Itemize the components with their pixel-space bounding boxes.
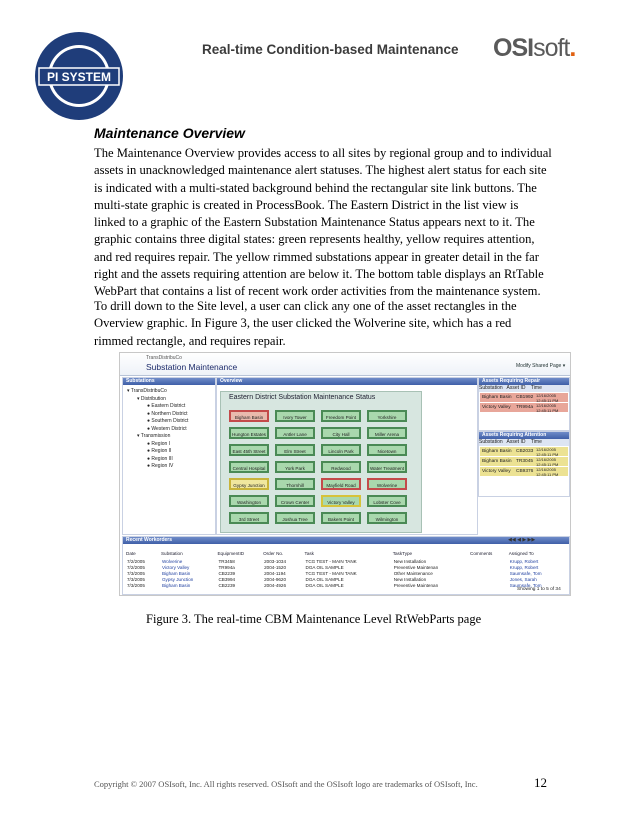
- site-button[interactable]: Mayfield Road: [321, 478, 361, 490]
- repair-table-header: [479, 385, 569, 392]
- paragraph-2: To drill down to the Site level, a user can click any one of the asset rectangles in the Overview graphic. In Figure 3, the user clicked the Wolverine site, which has a red rimmed rectangle, and requires repair.: [94, 299, 517, 348]
- table-cell: CB3994: [218, 576, 236, 582]
- table-cell[interactable]: Saumsafe, Tom: [509, 570, 542, 576]
- page-title: Substation Maintenance: [146, 362, 238, 372]
- table-cell: CB2239: [218, 570, 236, 576]
- tree-node[interactable]: ▾ Transmission: [137, 433, 171, 439]
- tree-node[interactable]: ● Region III: [147, 455, 173, 462]
- table-cell[interactable]: Bigham Basin: [161, 582, 191, 588]
- column-header[interactable]: EquipmentID: [217, 551, 245, 556]
- site-button[interactable]: Joshua Tree: [275, 512, 315, 524]
- site-button[interactable]: Wilmington: [367, 512, 407, 524]
- brand-soft: soft: [533, 34, 570, 62]
- tree-node[interactable]: ● Western District: [147, 425, 187, 432]
- tree-node[interactable]: ▾ TransDistribuCo: [127, 388, 167, 394]
- row-substation: Bigham Basin: [482, 459, 512, 464]
- site-button[interactable]: Freedom Point: [321, 410, 361, 422]
- table-cell: DGA OIL SAMPLE: [305, 576, 344, 582]
- site-button[interactable]: Bigham Basin: [229, 410, 269, 422]
- asset-row[interactable]: [480, 467, 568, 476]
- table-cell: TR994a: [218, 564, 235, 570]
- site-button[interactable]: Water Treatment: [367, 461, 407, 473]
- attention-panel-title: Assets Requiring Attention: [479, 432, 569, 439]
- table-cell[interactable]: Jones, Sarah: [509, 576, 537, 582]
- attention-table-header: [479, 439, 569, 446]
- figure-caption: Figure 3. The real-time CBM Maintenance Level RtWebParts page: [146, 612, 482, 626]
- table-cell[interactable]: Krupp, Robert: [509, 558, 539, 564]
- row-time: 12/16/2005 12:45:11 PM: [536, 467, 559, 477]
- table-cell: TCG TEST - MAIN TANK: [305, 570, 357, 576]
- table-cell: 7/2/2005: [127, 564, 145, 570]
- row-substation: Bigham Basin: [482, 395, 512, 400]
- pager-buttons[interactable]: ◀◀ ◀ ▶ ▶▶: [508, 537, 536, 543]
- asset-row[interactable]: [480, 393, 568, 402]
- footer-copyright: Copyright © 2007 OSIsoft, Inc. All rights reserved. OSIsoft and the OSIsoft logo are trademarks of OSIsoft, Inc.: [94, 779, 478, 789]
- site-button[interactable]: Redwood: [321, 461, 361, 473]
- header-title: Real-time Condition-based Maintenance: [202, 42, 459, 57]
- site-button[interactable]: Nicetown: [367, 444, 407, 456]
- overview-panel-title: Overview: [217, 378, 477, 385]
- sharepoint-header: [120, 353, 570, 376]
- table-cell[interactable]: Krupp, Robert: [509, 564, 539, 570]
- row-time: 12/16/2005 12:45:11 PM: [536, 403, 559, 413]
- table-cell: TR3458: [218, 558, 235, 564]
- col-time[interactable]: Time: [530, 439, 542, 445]
- table-cell: New Installation: [393, 576, 427, 582]
- substations-panel: [122, 377, 216, 535]
- column-header[interactable]: Assigned To: [508, 551, 534, 556]
- tree-node[interactable]: ● Region IV: [147, 463, 174, 469]
- overview-graphic-title: Eastern District Substation Maintenance Status: [229, 394, 376, 401]
- table-cell: DGA OIL SAMPLE: [305, 564, 344, 570]
- site-button[interactable]: Lincoln Park: [321, 444, 361, 456]
- brand-dot: .: [569, 34, 576, 62]
- tree-node[interactable]: ● Eastern District: [147, 403, 186, 409]
- column-header[interactable]: Date: [126, 551, 136, 556]
- site-button[interactable]: Antler Lane: [275, 427, 315, 439]
- row-asset-id: CB2033: [516, 449, 534, 454]
- table-cell[interactable]: Wolverine: [161, 558, 183, 564]
- site-button[interactable]: Washington: [229, 495, 269, 507]
- site-button[interactable]: Gypsy Junction: [229, 478, 269, 490]
- table-cell: 7/3/2005: [127, 576, 145, 582]
- table-cell: Preventive Maintenan: [393, 582, 439, 588]
- tree-node[interactable]: ● Northern District: [147, 410, 188, 417]
- row-substation: Victory Valley: [482, 405, 511, 410]
- row-asset-id: CB9376: [516, 469, 534, 474]
- row-time: 12/16/2005 12:45:11 PM: [536, 457, 559, 467]
- table-cell: 2004-1194: [264, 570, 286, 576]
- row-asset-id: TR3045: [516, 459, 534, 464]
- overview-panel: [216, 377, 478, 535]
- table-cell[interactable]: Gypsy Junction: [161, 576, 194, 582]
- site-button[interactable]: Crown Center: [275, 495, 315, 507]
- site-button[interactable]: East 45th Street: [229, 444, 269, 456]
- site-button[interactable]: Victory Valley: [321, 495, 361, 507]
- site-button[interactable]: Thornhill: [275, 478, 315, 490]
- col-substation[interactable]: Substation: [479, 439, 503, 445]
- column-header[interactable]: Substation: [160, 551, 183, 556]
- table-cell: 2004-4926: [264, 582, 287, 588]
- row-asset-id: CB1992: [516, 395, 534, 400]
- site-button[interactable]: 3rd Street: [229, 512, 269, 524]
- table-cell: Preventive Maintenan: [393, 564, 439, 570]
- table-cell[interactable]: Victory Valley: [161, 564, 190, 570]
- site-button[interactable]: Yorkshire: [367, 410, 407, 422]
- row-time: 12/16/2005 12:45:11 PM: [536, 447, 559, 457]
- table-cell: 7/2/2005: [127, 558, 145, 564]
- asset-row[interactable]: [480, 447, 568, 456]
- asset-row[interactable]: [480, 457, 568, 466]
- column-header[interactable]: Task: [304, 551, 314, 556]
- col-asset-id[interactable]: Asset ID: [506, 439, 526, 445]
- row-time: 12/16/2005 12:45:11 PM: [536, 393, 559, 403]
- table-cell: 2004-1520: [264, 564, 287, 570]
- site-button[interactable]: Ivory Tower: [275, 410, 315, 422]
- table-row[interactable]: [125, 582, 565, 588]
- asset-row[interactable]: [480, 403, 568, 412]
- site-button[interactable]: Wolverine: [367, 478, 407, 490]
- page-number: 12: [534, 775, 547, 790]
- tree-node[interactable]: ● Southern District: [147, 418, 189, 424]
- tree-node[interactable]: ▾ Distribution: [137, 395, 166, 402]
- table-cell: 2004-9620: [264, 576, 287, 582]
- site-button[interactable]: Bakers Point: [321, 512, 361, 524]
- pi-system-logo: [33, 30, 125, 122]
- table-cell[interactable]: Bigham Basin: [161, 570, 191, 576]
- column-header[interactable]: TaskType: [392, 551, 413, 556]
- workorders-panel: [122, 536, 570, 595]
- site-name[interactable]: TransDistribuCo: [146, 355, 182, 361]
- workorders-header-row: [125, 549, 565, 558]
- brand-osi: OSI: [493, 34, 534, 62]
- repair-panel-title: Assets Requiring Repair: [479, 378, 569, 385]
- col-substation[interactable]: Substation: [479, 385, 503, 391]
- col-time[interactable]: Time: [530, 385, 542, 391]
- column-header[interactable]: Order No.: [263, 551, 284, 556]
- table-cell: Other Maintenance: [393, 570, 433, 576]
- site-button[interactable]: City Hall: [321, 427, 361, 439]
- substations-panel-title: Substations: [123, 378, 215, 385]
- table-cell: New Installation: [393, 558, 427, 564]
- workorders-table: [125, 549, 565, 588]
- tree-node[interactable]: ● Region I: [147, 440, 171, 447]
- table-cell: TCG TEST - MAIN TANK: [305, 558, 357, 564]
- row-substation: Bigham Basin: [482, 449, 512, 454]
- workorders-panel-title: Recent Workorders: [123, 537, 569, 544]
- figure-screenshot: [119, 352, 571, 596]
- table-cell: 7/3/2005: [127, 582, 145, 588]
- col-asset-id[interactable]: Asset ID: [506, 385, 526, 391]
- site-button[interactable]: Hungton Estates: [229, 427, 269, 439]
- site-button[interactable]: Central Hospital: [229, 461, 269, 473]
- table-cell: 7/3/2005: [127, 570, 145, 576]
- site-button[interactable]: York Park: [275, 461, 315, 473]
- table-cell[interactable]: Saumsafe, Tom: [509, 582, 542, 588]
- svg-text:PI SYSTEM: PI SYSTEM: [46, 70, 112, 84]
- repair-panel: [478, 377, 570, 431]
- column-header[interactable]: Comments: [470, 551, 493, 556]
- row-count: Showing 1 to 5 of 34: [517, 587, 561, 592]
- row-asset-id: TR994a: [516, 405, 534, 410]
- section-title: Maintenance Overview: [94, 125, 245, 141]
- table-cell: CB2239: [218, 582, 236, 588]
- attention-panel: [478, 431, 570, 497]
- table-cell: [469, 582, 508, 588]
- site-button[interactable]: Miller Arena: [367, 427, 407, 439]
- paragraph-1: The Maintenance Overview provides access to all sites by regional group and to individual assets in unacknowledged maintenance alert statuses. The highest alert status for each site is indicated with a multi-stated background behind the rectangular site link buttons. The multi-state graphic is created in ProcessBook. The Eastern District in the list view is linked to a graphic of the Eastern Substation Maintenance Status appears next to it. The graphic contains three digital states: green represents healthy, yellow requires attention, and red requires repair. The yellow rimmed substations appear in greater detail in the far right and the assets requiring attention are below it. The bottom table displays an RtTable WebPart that contains a list of recent work order activities from the maintenance system.: [94, 146, 552, 299]
- osisoft-logo: [493, 34, 575, 63]
- site-button[interactable]: Elm Street: [275, 444, 315, 456]
- tree-node[interactable]: ● Region II: [147, 448, 172, 454]
- table-cell: DGA OIL SAMPLE: [305, 582, 344, 588]
- modify-page-menu[interactable]: Modify Shared Page ▾: [516, 363, 566, 369]
- table-cell: 2003-1034: [264, 558, 287, 564]
- site-button[interactable]: Lobster Cove: [367, 495, 407, 507]
- row-substation: Victory Valley: [482, 469, 511, 474]
